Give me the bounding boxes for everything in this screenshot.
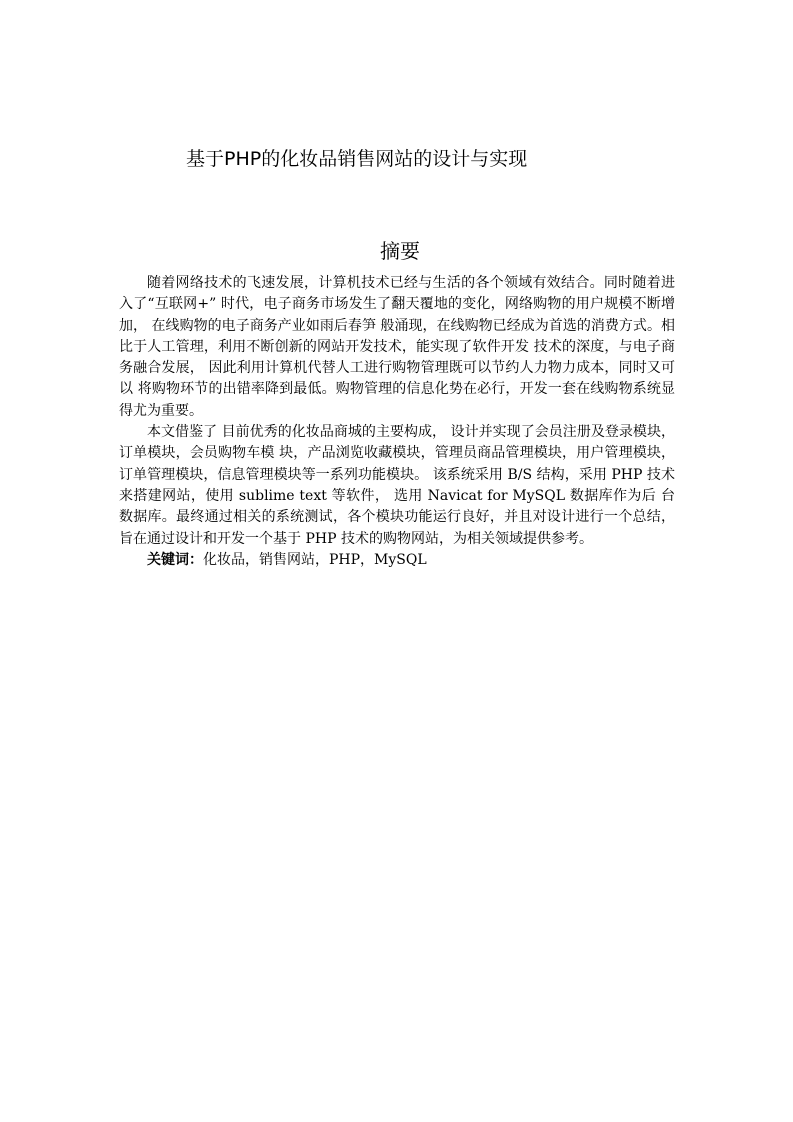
page-title: 基于PHP的化妆品销售网站的设计与实现 <box>186 148 528 170</box>
keywords-label: 关键词： <box>147 551 203 568</box>
abstract-paragraph-1: 随着网络技术的飞速发展，计算机技术已经与生活的各个领域有效结合。同时随着进入了“互联网+” 时代，电子商务市场发生了翻天覆地的变化，网络购物的用户规模不断增加， 在线购物的电子商务产业如雨后春笋 般涌现，在线购物已经成为首选的消费方式。相比于人工管理，利用不断创新的网站开发技术，能实现了软件开发 技术的深度，与电子商务融合发展， 因此利用计算机代替人工进行购物管理既可以节约人力物力成本，同时又可以 将购物环节的出错率降到最低。购物管理的信息化势在必行，开发一套在线购物系统显得尤为重要。 <box>119 275 675 419</box>
keywords-line <box>119 550 675 571</box>
abstract-body <box>119 273 675 571</box>
keywords-text: 化妆品，销售网站，PHP，MySQL <box>203 551 427 568</box>
abstract-heading: 摘要 <box>380 239 420 263</box>
abstract-paragraph-2: 本文借鉴了 目前优秀的化妆品商城的主要构成， 设计并实现了会员注册及登录模块，订单模块，会员购物车模 块，产品浏览收藏模块，管理员商品管理模块，用户管理模块，订单管理模块，信息管理模块等一系列功能模块。 该系统采用 B/S 结构，采用 PHP 技术来搭建网站，使用 sublime text 等软件， 选用 Navicat for MySQL 数据库作为后 台数据库。最终通过相关的系统测试，各个模块功能运行良好，并且对设计进行一个总结，旨在通过设计和开发一个基于 PHP 技术的购物网站，为相关领域提供参考。 <box>119 424 675 547</box>
